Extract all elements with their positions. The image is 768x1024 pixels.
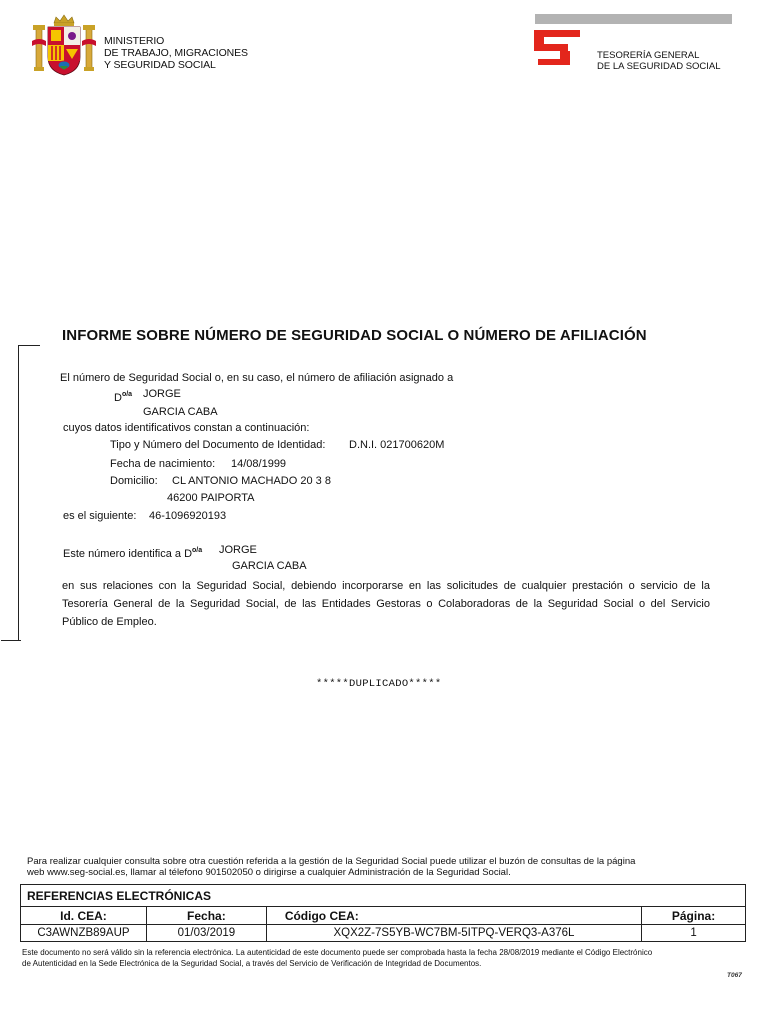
- identifies-surnames: GARCIA CABA: [232, 560, 307, 572]
- tgss-header-bar: [535, 14, 732, 24]
- paragraph-line-2: Tesorería General de la Seguridad Social, de las Entidades Gestoras o Colaboradoras de la Seguridad Social o del Servicio: [62, 598, 710, 610]
- header-id-cea: Id. CEA:: [21, 907, 147, 925]
- ministry-line-3: Y SEGURIDAD SOCIAL: [104, 59, 216, 71]
- surnames: GARCIA CABA: [143, 406, 218, 418]
- birth-label: Fecha de nacimiento:: [110, 458, 216, 470]
- identifies-text: [63, 544, 202, 561]
- honorific: [114, 388, 132, 405]
- section-bracket: [18, 345, 40, 641]
- references-title: REFERENCIAS ELECTRÓNICAS: [21, 885, 746, 907]
- address-label: Domicilio:: [110, 475, 158, 487]
- consult-line-2: web www.seg-social.es, llamar al télefono 901502050 o dirigirse a cualquier Administración de la Seguridad Social.: [27, 867, 511, 878]
- ss-number: 46-1096920193: [149, 510, 227, 522]
- data-intro: cuyos datos identificativos constan a continuación:: [63, 422, 310, 434]
- value-codigo-cea: XQX2Z-7S5YB-WC7BM-5ITPQ-VERQ3-A376L: [266, 925, 641, 942]
- address-line-1: CL ANTONIO MACHADO 20 3 8: [172, 475, 331, 487]
- ministry-line-1: MINISTERIO: [104, 35, 165, 47]
- number-label: es el siguiente:: [63, 510, 137, 522]
- value-pagina: 1: [642, 925, 746, 942]
- validity-note: [22, 948, 742, 969]
- coat-of-arms-logo: [30, 13, 98, 79]
- tgss-line-1: TESORERÍA GENERAL: [597, 50, 700, 61]
- address-line-2: 46200 PAIPORTA: [167, 492, 255, 504]
- form-code: T067: [727, 972, 742, 979]
- consult-line-1: Para realizar cualquier consulta sobre otra cuestión referida a la gestión de la Seguridad Social puede utilizar el buzón de consultas de la página: [27, 856, 636, 867]
- value-id-cea: C3AWNZB89AUP: [21, 925, 147, 942]
- identifies-label: Este número identifica a D: [63, 548, 193, 560]
- first-name: JORGE: [143, 388, 181, 400]
- header-codigo-cea: Código CEA:: [266, 907, 641, 925]
- tgss-logo: [534, 28, 580, 66]
- validity-line-2: de Autenticidad en la Sede Electrónica de la Seguridad Social, a través del Servicio de Verificación de Integridad de Documentos.: [22, 958, 482, 968]
- intro-text: El número de Seguridad Social o, en su caso, el número de afiliación asignado a: [60, 372, 454, 384]
- tgss-line-2: DE LA SEGURIDAD SOCIAL: [597, 61, 721, 72]
- relations-paragraph: [62, 577, 710, 631]
- doc-value: D.N.I. 021700620M: [349, 439, 445, 451]
- ministry-line-2: DE TRABAJO, MIGRACIONES: [104, 47, 248, 59]
- honorific-sup: o/a: [121, 391, 133, 398]
- duplicate-stamp: *****DUPLICADO*****: [316, 678, 442, 690]
- validity-line-1: Este documento no será válido sin la referencia electrónica. La autenticidad de este documento puede ser comprobada hasta la fecha 28/08/2019 mediante el Código Electrónico: [22, 948, 653, 957]
- electronic-references-table: [20, 884, 746, 942]
- honorific-letter: D: [114, 392, 122, 404]
- header-pagina: Página:: [642, 907, 746, 925]
- identifies-sup: o/a: [192, 547, 203, 554]
- birth-value: 14/08/1999: [231, 458, 287, 470]
- value-fecha: 01/03/2019: [146, 925, 266, 942]
- paragraph-line-3: Público de Empleo.: [62, 616, 157, 628]
- doc-label: Tipo y Número del Documento de Identidad:: [110, 439, 326, 451]
- document-title: INFORME SOBRE NÚMERO DE SEGURIDAD SOCIAL O NÚMERO DE AFILIACIÓN: [62, 327, 647, 344]
- tgss-name: [597, 50, 721, 72]
- header-fecha: Fecha:: [146, 907, 266, 925]
- paragraph-line-1: en sus relaciones con la Seguridad Social, debiendo incorporarse en las solicitudes de cualquier prestación o servicio de la: [62, 580, 710, 592]
- consult-note: [27, 856, 739, 878]
- ministry-name: [104, 35, 248, 71]
- identifies-first-name: JORGE: [219, 544, 257, 556]
